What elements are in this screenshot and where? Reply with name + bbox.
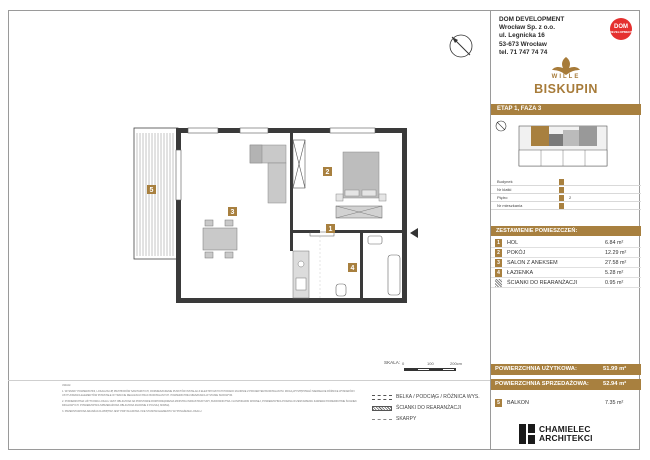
rooms-title: ZESTAWIENIE POMIESZCZEŃ: bbox=[491, 226, 641, 236]
brand-top: WILLE bbox=[551, 74, 581, 80]
scale-tick-200: 200cm bbox=[450, 361, 463, 366]
wardrobe bbox=[293, 140, 305, 188]
legend-item-partition: ŚCIANKI DO REARANŻACJI bbox=[372, 403, 480, 414]
info-panel bbox=[490, 10, 640, 450]
note-2: 2. POWIERZCHNIA UŻYTKOWA LOKALU JEST OBLICZONA NA PODSTAWIE ROZPORZĄDZENIA MINISTRA INFRASTRUKTURY, BUDOWNICTWA I GOSPODARKI WODNEJ, POWIERZCHNIA PODANA W ZESTAWIENIU ZAWIERA POWIERZCHNIE ŚCIANEK DZIAŁOWYCH. POWIERZCHNIA SPRZEDAŻOWA OBLICZONA ZGODNIE Z POLSKĄ NORMĄ. bbox=[62, 400, 357, 407]
architect-line-2: ARCHITEKCI bbox=[539, 433, 593, 443]
unit-info bbox=[491, 178, 641, 210]
dining-table bbox=[203, 220, 237, 258]
bedroom-wardrobe bbox=[336, 206, 382, 218]
bathroom-fixtures bbox=[336, 236, 400, 296]
room-row-1: 1 HOL 6.84 m² bbox=[491, 238, 641, 248]
beam-swatch-icon bbox=[372, 395, 392, 400]
company-info bbox=[499, 16, 564, 57]
legend-item-slope: SKARPY bbox=[372, 414, 480, 425]
architect-mark-icon bbox=[519, 424, 535, 444]
legend-item-beam: BELKA / PODCIĄG / RÓŻNICA WYS. bbox=[372, 392, 480, 403]
info-row-apartment: Nr mieszkania bbox=[491, 202, 641, 210]
company-name: DOM DEVELOPMENT bbox=[499, 16, 565, 23]
hatch-swatch-icon bbox=[372, 406, 392, 411]
company-phone: tel. 71 747 74 74 bbox=[499, 48, 548, 56]
room-label-1: 1 bbox=[328, 226, 333, 233]
info-row-staircase: Nr klatki bbox=[491, 186, 641, 194]
notes bbox=[62, 384, 372, 416]
hatch-icon bbox=[495, 279, 502, 287]
company-line-3: 53-673 Wrocław bbox=[499, 40, 547, 48]
scale-tick-100: 100 bbox=[427, 361, 434, 366]
usable-area-bar: POWIERZCHNIA UŻYTKOWA: 51.99 m² bbox=[491, 364, 641, 375]
company-line-2: ul. Legnicka 16 bbox=[499, 32, 545, 40]
sofa bbox=[250, 145, 286, 203]
key-plan bbox=[491, 116, 641, 174]
room-label-2: 2 bbox=[325, 169, 330, 176]
info-row-building: Budynek bbox=[491, 178, 641, 186]
company-line-1: Wrocław Sp. z o.o. bbox=[499, 24, 555, 32]
rooms-table bbox=[491, 238, 641, 288]
north-arrow-icon bbox=[450, 35, 472, 57]
room-row-4: 4 ŁAZIENKA 5.28 m² bbox=[491, 268, 641, 278]
architect-line-1: CHAMIELEC bbox=[539, 424, 591, 434]
note-3: 3. PRZEDSTAWIONA ARANŻACJA WNĘTRZ JEST PRZYKŁADOWA I NIE STANOWI ELEMENTU WYPOSAŻENIA LOKALU. bbox=[62, 410, 203, 414]
room-label-4: 4 bbox=[350, 265, 355, 272]
scale-tick-0: 0 bbox=[402, 361, 405, 366]
dom-logo: DOM DEVELOPMENT bbox=[610, 18, 632, 40]
room-label-3: 3 bbox=[230, 209, 235, 216]
scale-bar bbox=[404, 368, 456, 371]
notes-separator bbox=[8, 380, 490, 381]
notes-title: UWAGI: bbox=[62, 384, 72, 387]
leaf-icon bbox=[543, 56, 589, 76]
stage-bar: ETAP 1, FAZA 3 bbox=[491, 104, 641, 115]
room-row-2: 2 POKÓJ 12.29 m² bbox=[491, 248, 641, 258]
kitchen-counter bbox=[293, 251, 309, 298]
sales-area-bar: POWIERZCHNIA SPRZEDAŻOWA: 52.94 m² bbox=[491, 379, 641, 390]
bed bbox=[336, 152, 386, 201]
room-row-3: 3 SALON Z ANEKSEM 27.58 m² bbox=[491, 258, 641, 268]
legend bbox=[372, 392, 480, 425]
scale-label: SKALA: bbox=[384, 360, 401, 365]
balcony-row: 5 BALKON 7.35 m² bbox=[491, 398, 641, 408]
brand-name: BISKUPIN bbox=[534, 82, 598, 96]
hall-partition bbox=[310, 232, 334, 300]
info-row-floor: Piętro 2 bbox=[491, 194, 641, 202]
entrance-arrow-icon bbox=[410, 228, 418, 238]
room-label-5: 5 bbox=[149, 187, 154, 194]
note-1: 1. WYMIARY POWIERZCHNI, LOKALIZACJĘ PRZYBORÓW SANITARNYCH, ROZMIESZCZENIE PUNKTÓW INSTALACJI ELEKTRYCZNYCH PODANO ZGODNIE Z PROJEKTEM BUDOWLANYM. MOGĄ WYSTĘPOWAĆ NIEWIELKIE RÓŻNICE WYMIARÓW I USYTUOWANIA ELEMENTÓW POWSTAŁE W TRAKCIE REALIZACJI PRAC BUDOWLANYCH. POWIERZCHNIA MIESZKANIA W STANIE SUROWYM. bbox=[62, 390, 356, 397]
architect-logo bbox=[519, 424, 593, 444]
keyplan-north-icon bbox=[496, 121, 506, 131]
room-row-partitions: ŚCIANKI DO REARANŻACJI 0.95 m² bbox=[491, 278, 641, 288]
slope-swatch-icon bbox=[372, 419, 392, 424]
